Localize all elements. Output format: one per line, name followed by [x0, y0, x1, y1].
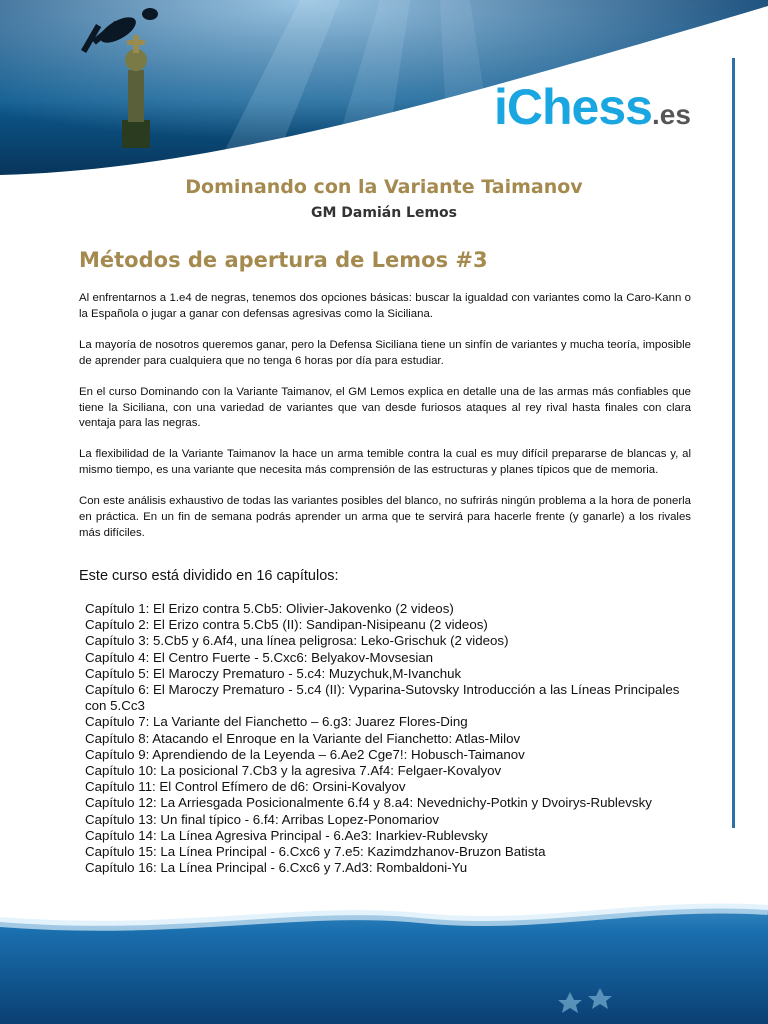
footer-background [0, 870, 768, 1024]
chapter-item: Capítulo 10: La posicional 7.Cb3 y la agresiva 7.Af4: Felgaer-Kovalyov [85, 763, 502, 779]
chapter-item: Capítulo 1: El Erizo contra 5.Cb5: Olivier-Jakovenko (2 videos) [85, 601, 454, 616]
paragraph: Con este análisis exhaustivo de todas las variantes posibles del blanco, no sufrirás ningún problema a la hora de ponerla en práctica. En un fin de semana podrás aprender un arma que te servirá para hacerle frente (y ganarle) a los rivales más difíciles. [79, 495, 691, 539]
chapter-item: Capítulo 6: El Maroczy Prematuro - 5.c4 (II): Vyparina-Sutovsky Introducción a las Líneas Principales con 5.Cc3 [85, 682, 680, 714]
chapter-item: Capítulo 8: Atacando el Enroque en la Variante del Fianchetto: Atlas-Milov [85, 730, 521, 746]
chapter-item: Capítulo 12: La Arriesgada Posicionalmente 6.f4 y 8.a4: Nevednichy-Potkin y Dvoirys-Rublevsky [85, 795, 652, 811]
course-author: GM Damián Lemos [311, 205, 457, 221]
section-heading: Métodos de apertura de Lemos #3 [79, 248, 488, 272]
chapter-item: Capítulo 15: La Línea Principal - 6.Cxc6 y 7.e5: Kazimdzhanov-Bruzon Batista [85, 844, 546, 860]
chapter-item: Capítulo 13: Un final típico - 6.f4: Arribas Lopez-Ponomariov [85, 811, 440, 827]
chapter-item: Capítulo 5: El Maroczy Prematuro - 5.c4: Muzychuk,M-Ivanchuk [85, 665, 462, 681]
chapter-item: Capítulo 14: La Línea Agresiva Principal - 6.Ae3: Inarkiev-Rublevsky [85, 827, 488, 843]
chapter-item: Capítulo 4: El Centro Fuerte - 5.Cxc6: Belyakov-Movsesian [85, 649, 434, 665]
paragraph: La flexibilidad de la Variante Taimanov la hace un arma temible contra la cual es muy difícil prepararse de blancas y, al mismo tiempo, es una variante que necesita más comprensión de las estructuras y planes típicos que de memoria. [79, 448, 691, 477]
chapter-item: Capítulo 16: La Línea Principal - 6.Cxc6 y 7.Ad3: Rombaldoni-Yu [85, 860, 468, 876]
chapter-item: Capítulo 9: Aprendiendo de la Leyenda – 6.Ae2 Cge7!: Hobusch-Taimanov [85, 746, 525, 762]
chapter-item: Capítulo 3: 5.Cb5 y 6.Af4, una línea peligrosa: Leko-Grischuk (2 videos) [85, 633, 509, 649]
intro-text [79, 291, 691, 557]
paragraph: La mayoría de nosotros queremos ganar, pero la Defensa Siciliana tiene un sinfín de variantes y mucha teoría, imposible de aprender para cualquiera que no tenga 6 horas por día para estudiar. [79, 338, 691, 367]
ichess-logo [494, 79, 691, 135]
chapters-intro: Este curso está dividido en 16 capítulos: [79, 568, 339, 584]
course-title: Dominando con la Variante Taimanov [185, 176, 583, 198]
paragraph: Al enfrentarnos a 1.e4 de negras, tenemos dos opciones básicas: buscar la igualdad con variantes como la Caro-Kann o la Española o jugar a ganar con defensas agresivas como la Siciliana. [79, 292, 691, 320]
vertical-rule [732, 58, 735, 828]
logo-name: iChess [494, 79, 652, 135]
chapter-list [85, 601, 695, 876]
chapter-item: Capítulo 7: La Variante del Fianchetto – 6.g3: Juarez Flores-Ding [85, 714, 468, 730]
chapter-item: Capítulo 11: El Control Efímero de d6: Orsini-Kovalyov [85, 779, 406, 795]
chapter-item: Capítulo 2: El Erizo contra 5.Cb5 (II): Sandipan-Nisipeanu (2 videos) [85, 617, 488, 633]
paragraph: En el curso Dominando con la Variante Taimanov, el GM Lemos explica en detalle una de las armas más confiables que tiene la Siciliana, con una variedad de variantes que van desde furiosos ataques al rey rival hasta finales con clara ventaja para las negras. [79, 385, 691, 430]
logo-tld: .es [651, 99, 691, 130]
